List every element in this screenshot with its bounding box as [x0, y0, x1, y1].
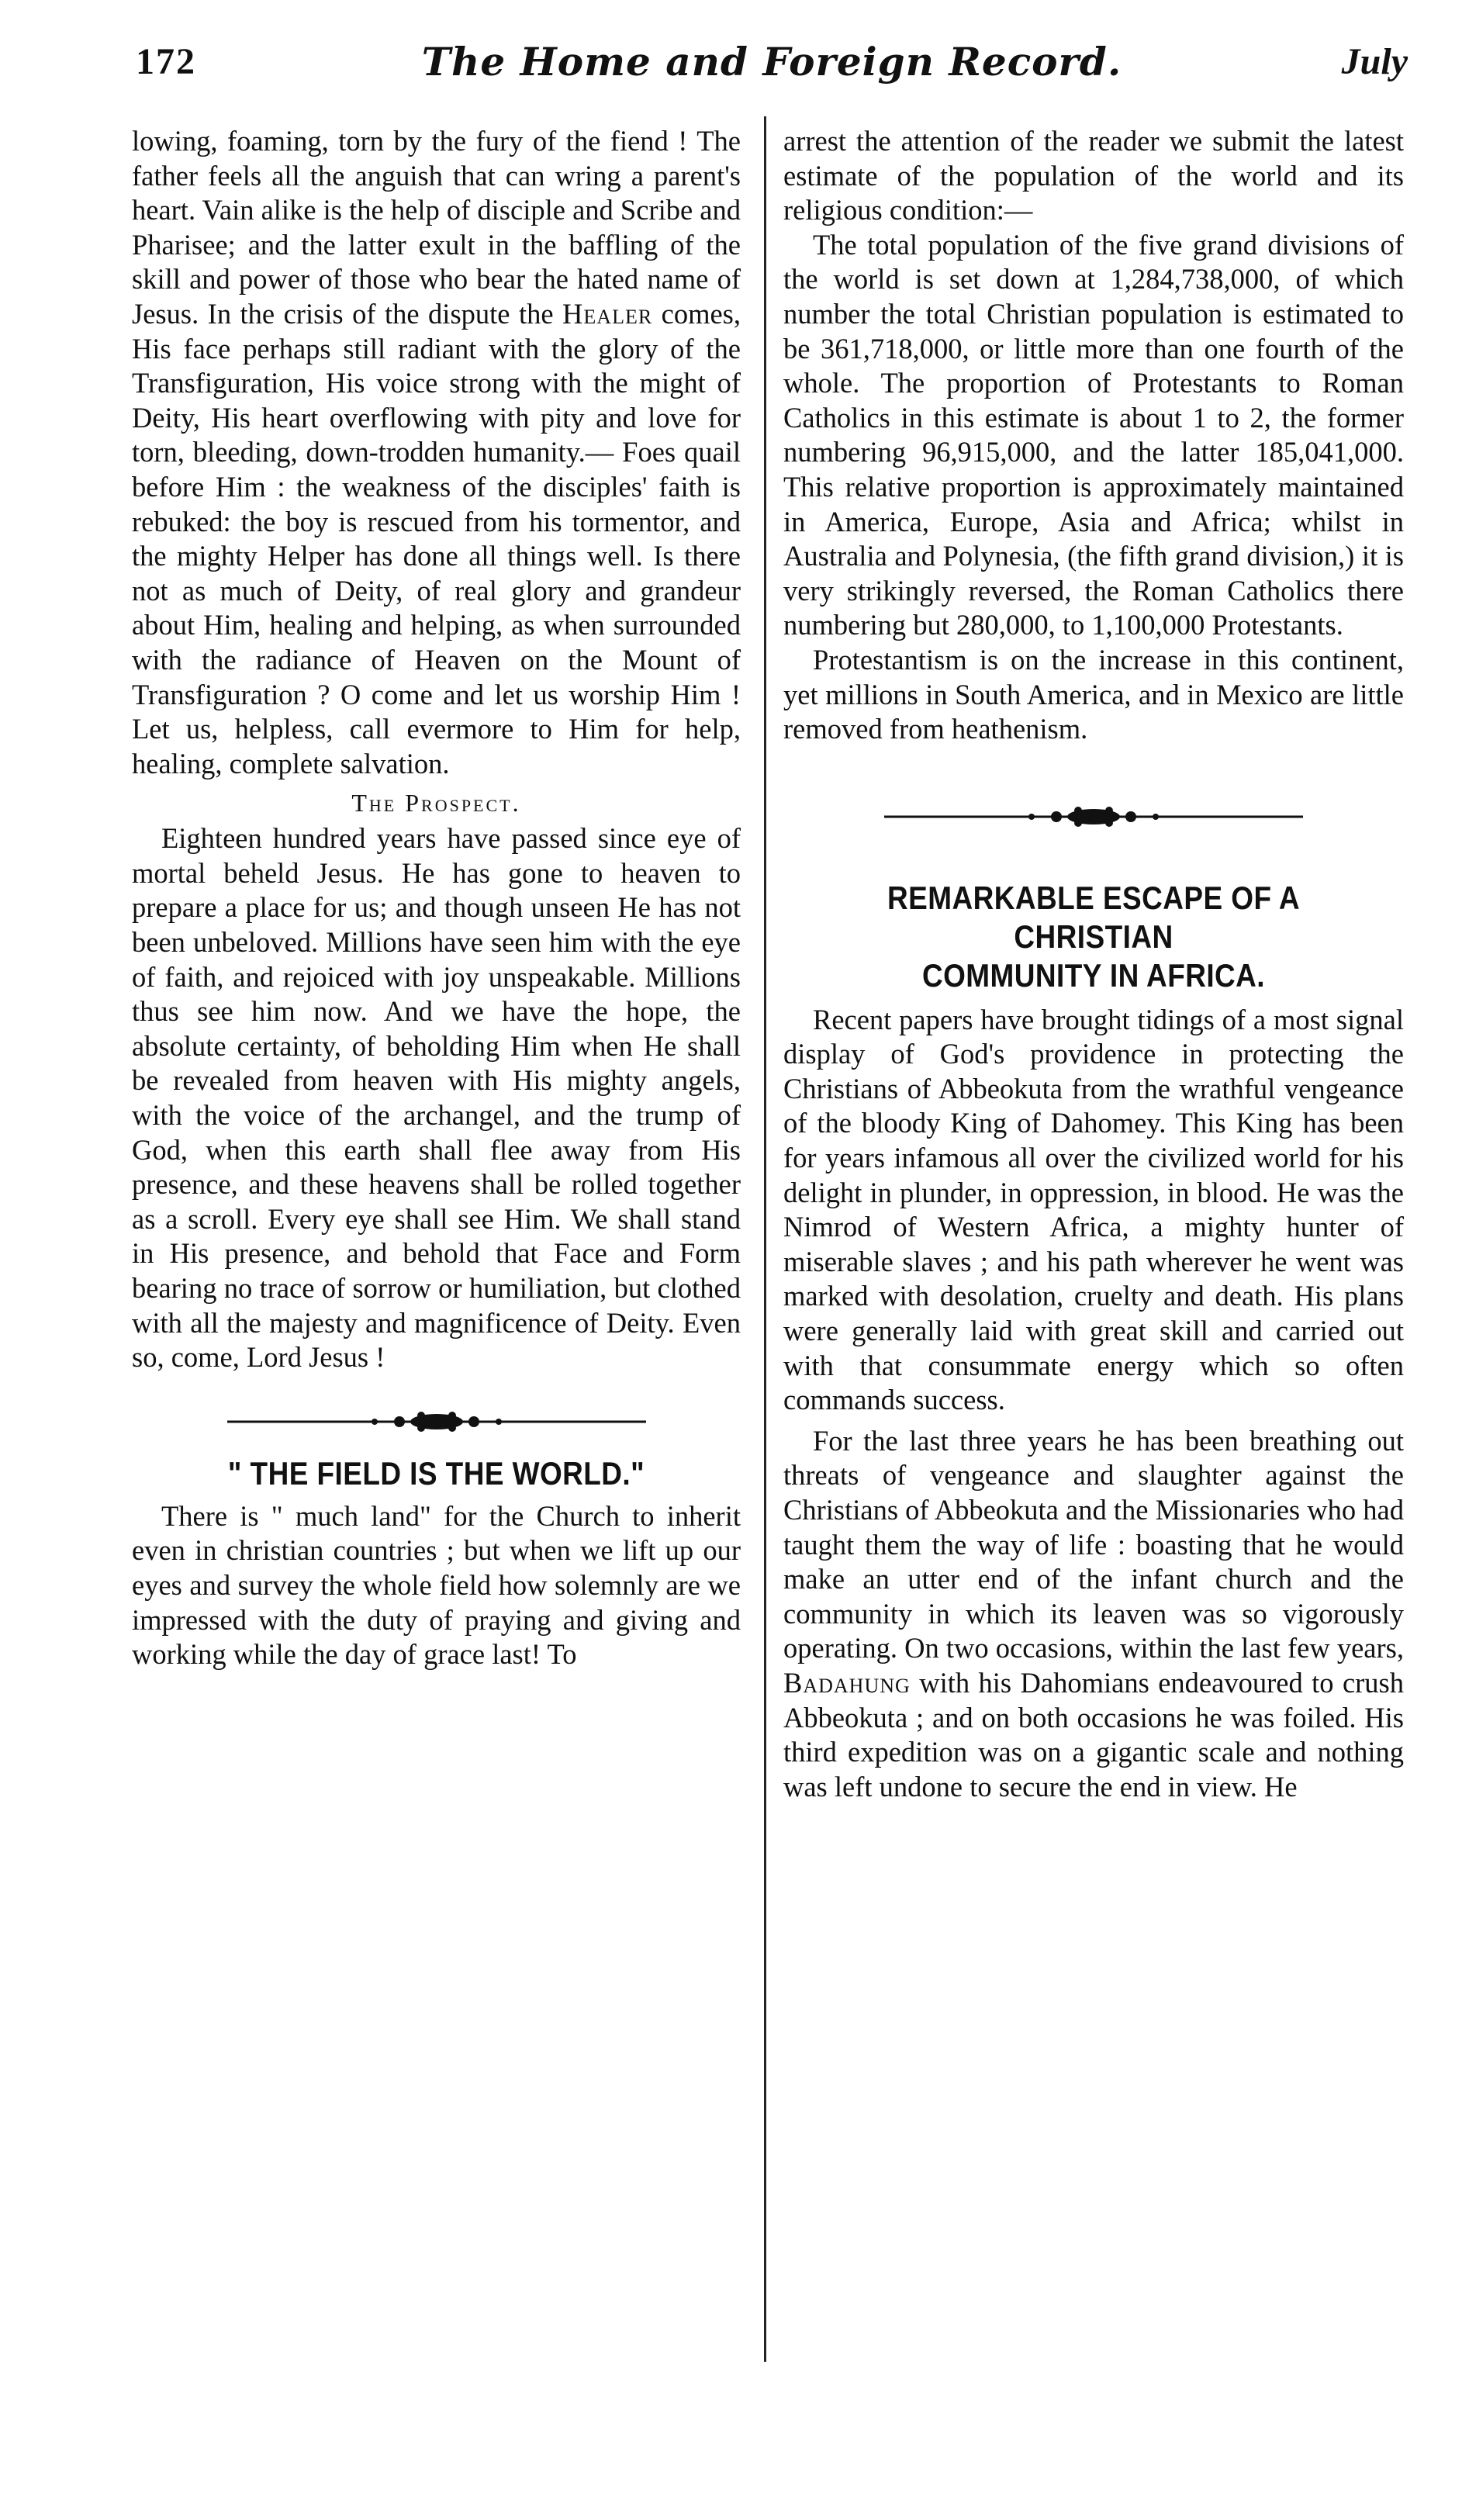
paragraph-estimate-intro: arrest the attention of the reader we submit the latest estimate of the population of the world and its religious condition:— — [783, 125, 1404, 226]
issue-month: July — [1341, 41, 1408, 82]
paragraph-healing — [132, 124, 741, 781]
paragraph-abbeokuta: Recent papers have brought tidings of a most signal display of God's providence in protecting the Christians of Abbeokuta from the wrathful vengeance of the bloody King of Dahomey. This King has been for years infamous all over the civilized world for his delight in plunder, in oppression, in blood. He was the Nimrod of Western Africa, a mighty hunter of miserable slaves ; and his path wherever he went was marked with desolation, cruelty and death. His plans were generally laid with great skill and carried out with that consummate energy which so often commands success. — [783, 1003, 1404, 1416]
paragraph-dahomey — [783, 1424, 1404, 1805]
badahung-small-caps: Badahung — [783, 1666, 911, 1699]
column-divider — [764, 116, 766, 2362]
paragraph-text: comes, His face perhaps still radiant with the glory of the Transfiguration, His voice strong with the might of Deity, His heart overflowing with pity and love for torn, bleeding, down-trodden humanity.— Foes quail before Him : the weakness of the disciples' faith is rebuked: the boy is rescued from his tormentor, and the mighty Helper has done all things well. Is there not as much of Deity, of real glory and grandeur about Him, healing and helping, as when surrounded with the radiance of Heaven on the Mount of Transfiguration ? O come and let us worship Him ! Let us, helpless, call evermore to Him for help, healing, complete salvation. — [132, 297, 741, 780]
right-column — [783, 124, 1404, 1804]
paragraph-protestantism: Protestantism is on the increase in this continent, yet millions in South America, and in Mexico are little removed from heathenism. — [783, 643, 1404, 745]
article-headline: " THE FIELD IS THE WORLD." — [227, 1454, 645, 1492]
article-headline-line2: COMMUNITY IN AFRICA. — [921, 956, 1266, 994]
running-head — [136, 40, 1408, 95]
paragraph-text: with his Dahomians endeavoured to crush Abbeokuta ; and on both occasions he was foiled. His third expedition was on a gigantic scale and nothing was left undone to secure the end in view. He — [783, 1666, 1404, 1803]
ornament-divider — [884, 801, 1303, 832]
section-subhead: The Prospect. — [351, 789, 521, 818]
page-number: 172 — [136, 41, 196, 82]
paragraph-text: lowing, foaming, torn by the fury of the fiend ! The father feels all the anguish that can wring a parent's heart. Vain alike is the help of disciple and Scribe and Pharisee; and the latter exult in the baffling of the skill and power of those who bear the hated name of Jesus. In the crisis of the dispute the — [132, 125, 741, 330]
paragraph-prospect: Eighteen hundred years have passed since eye of mortal beheld Jesus. He has gone to heaven to prepare a place for us; and though unseen He has not been unbeloved. Millions have seen him with the eye of faith, and rejoiced with joy unspeakable. Millions thus see him now. And we have the hope, the absolute certainty, of beholding Him when He shall be revealed from heaven with His mighty angels, with the voice of the archangel, and the trump of God, when this earth shall flee away from His presence, and these heavens shall be rolled together as a scroll. Every eye shall see Him. We shall stand in His presence, and behold that Face and Form bearing no trace of sorrow or humiliation, but clothed with all the majesty and magnificence of Deity. Even so, come, Lord Jesus ! — [132, 822, 741, 1374]
paragraph-population: The total population of the five grand divisions of the world is set down at 1,284,738,000, of which number the total Christian population is estimated to be 361,718,000, or little more than one fourth of the whole. The proportion of Protestants to Roman Catholics in this estimate is about 1 to 2, the former numbering 96,915,000, and the latter 185,041,000. This relative proportion is approximately maintained in America, Europe, Asia and Africa; whilst in Australia and Polynesia, (the fifth grand division,) it is very strikingly reversed, the Roman Catholics there numbering but 280,000, to 1,100,000 Protestants. — [783, 228, 1404, 641]
ornament-divider — [227, 1406, 646, 1437]
left-column — [132, 124, 741, 1672]
article-headline-line1: REMARKABLE ESCAPE OF A CHRISTIAN — [887, 879, 1300, 955]
paragraph-text: For the last three years he has been breathing out threats of vengeance and slaughter against the Christians of Abbeokuta and the Missionaries who had taught them the way of life : boasting that he would make an utter end of the infant church and the community in which its leaven was so vigorously operating. On two occasions, within the last few years, — [783, 1424, 1404, 1664]
healer-small-caps: Healer — [562, 297, 653, 330]
paragraph-field: There is " much land" for the Church to inherit even in christian countries ; but when we lift up our eyes and survey the whole field how solemnly are we impressed with the duty of praying and giving and working while the day of grace last! To — [132, 1499, 741, 1671]
journal-title: The Home and Foreign Record. — [421, 39, 1122, 85]
